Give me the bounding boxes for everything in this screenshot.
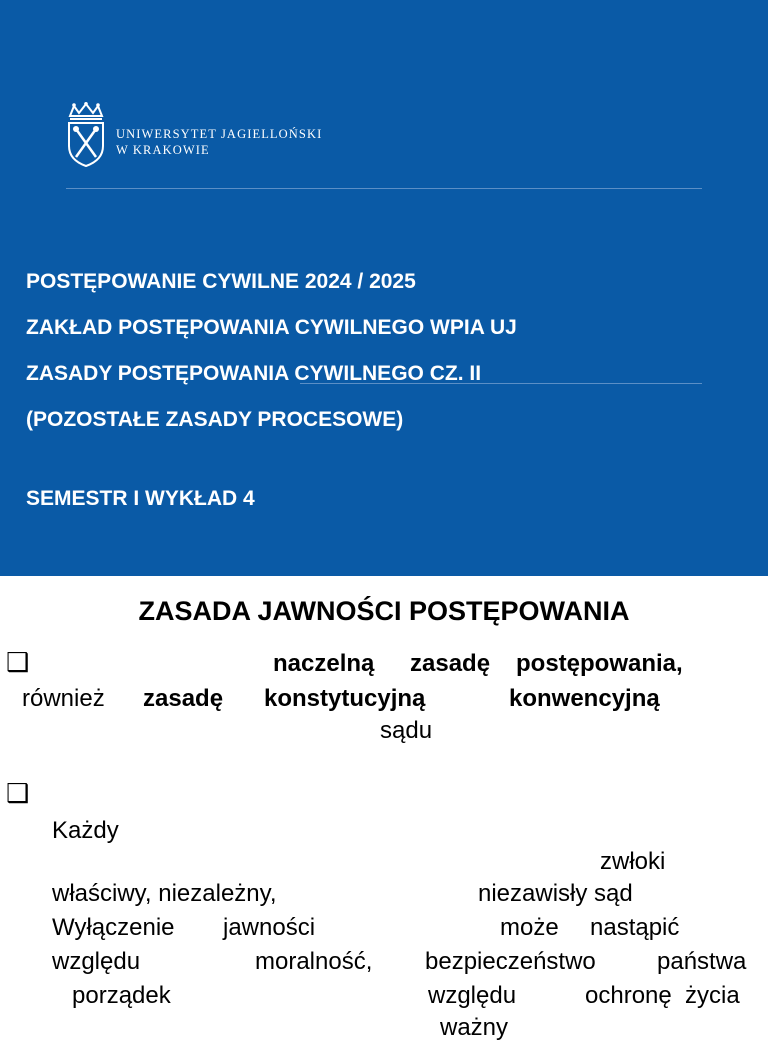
text-fragment: względu [52, 948, 141, 975]
checkbox-bullet-icon: ❑ [6, 779, 30, 809]
text-fragment: naczelną [273, 650, 375, 677]
text-fragment: ochronę [585, 982, 672, 1009]
logo-line-1: UNIWERSYTET JAGIELLOŃSKI [116, 127, 323, 141]
lecture-topic: ZASADY POSTĘPOWANIA CYWILNEGO CZ. II [26, 362, 482, 385]
divider-line [66, 188, 702, 189]
text-fragment: może [500, 914, 559, 941]
text-fragment: państwa [657, 948, 747, 975]
text-fragment: zasadę [410, 650, 491, 677]
text-fragment: również [22, 685, 105, 712]
crest-icon [66, 102, 106, 168]
text-fragment: właściwy, niezależny, [52, 880, 277, 907]
text-fragment: moralność, [255, 948, 373, 975]
text-fragment: porządek [72, 982, 171, 1009]
text-fragment: konwencyjną [509, 685, 660, 712]
text-fragment: zwłoki [600, 848, 666, 875]
logo-wordmark [116, 126, 322, 158]
text-fragment: postępowania, [516, 650, 683, 677]
semester-label: SEMESTR I WYKŁAD 4 [26, 487, 255, 510]
content-slide [0, 576, 768, 1041]
slide-heading: ZASADA JAWNOŚCI POSTĘPOWANIA [138, 596, 630, 626]
course-title: POSTĘPOWANIE CYWILNE 2024 / 2025 [26, 270, 416, 293]
text-fragment: sądu [380, 717, 433, 744]
text-fragment: Wyłączenie [52, 914, 175, 941]
text-fragment: niezawisły sąd [478, 880, 633, 907]
text-fragment: Każdy [52, 817, 119, 844]
logo-line-2: W KRAKOWIE [116, 143, 210, 157]
text-fragment: bezpieczeństwo [425, 948, 596, 975]
lecture-subtopic: (POZOSTAŁE ZASADY PROCESOWE) [26, 408, 404, 431]
department-title: ZAKŁAD POSTĘPOWANIA CYWILNEGO WPIA UJ [26, 316, 517, 339]
university-logo [66, 102, 336, 168]
text-fragment: nastąpić [590, 914, 680, 941]
text-fragment: życia [685, 982, 740, 1009]
text-fragment: zasadę [143, 685, 224, 712]
text-fragment: konstytucyjną [264, 685, 426, 712]
checkbox-bullet-icon: ❑ [6, 648, 30, 678]
text-fragment: jawności [223, 914, 316, 941]
text-fragment: ważny [440, 1014, 509, 1041]
text-fragment: względu [428, 982, 517, 1009]
